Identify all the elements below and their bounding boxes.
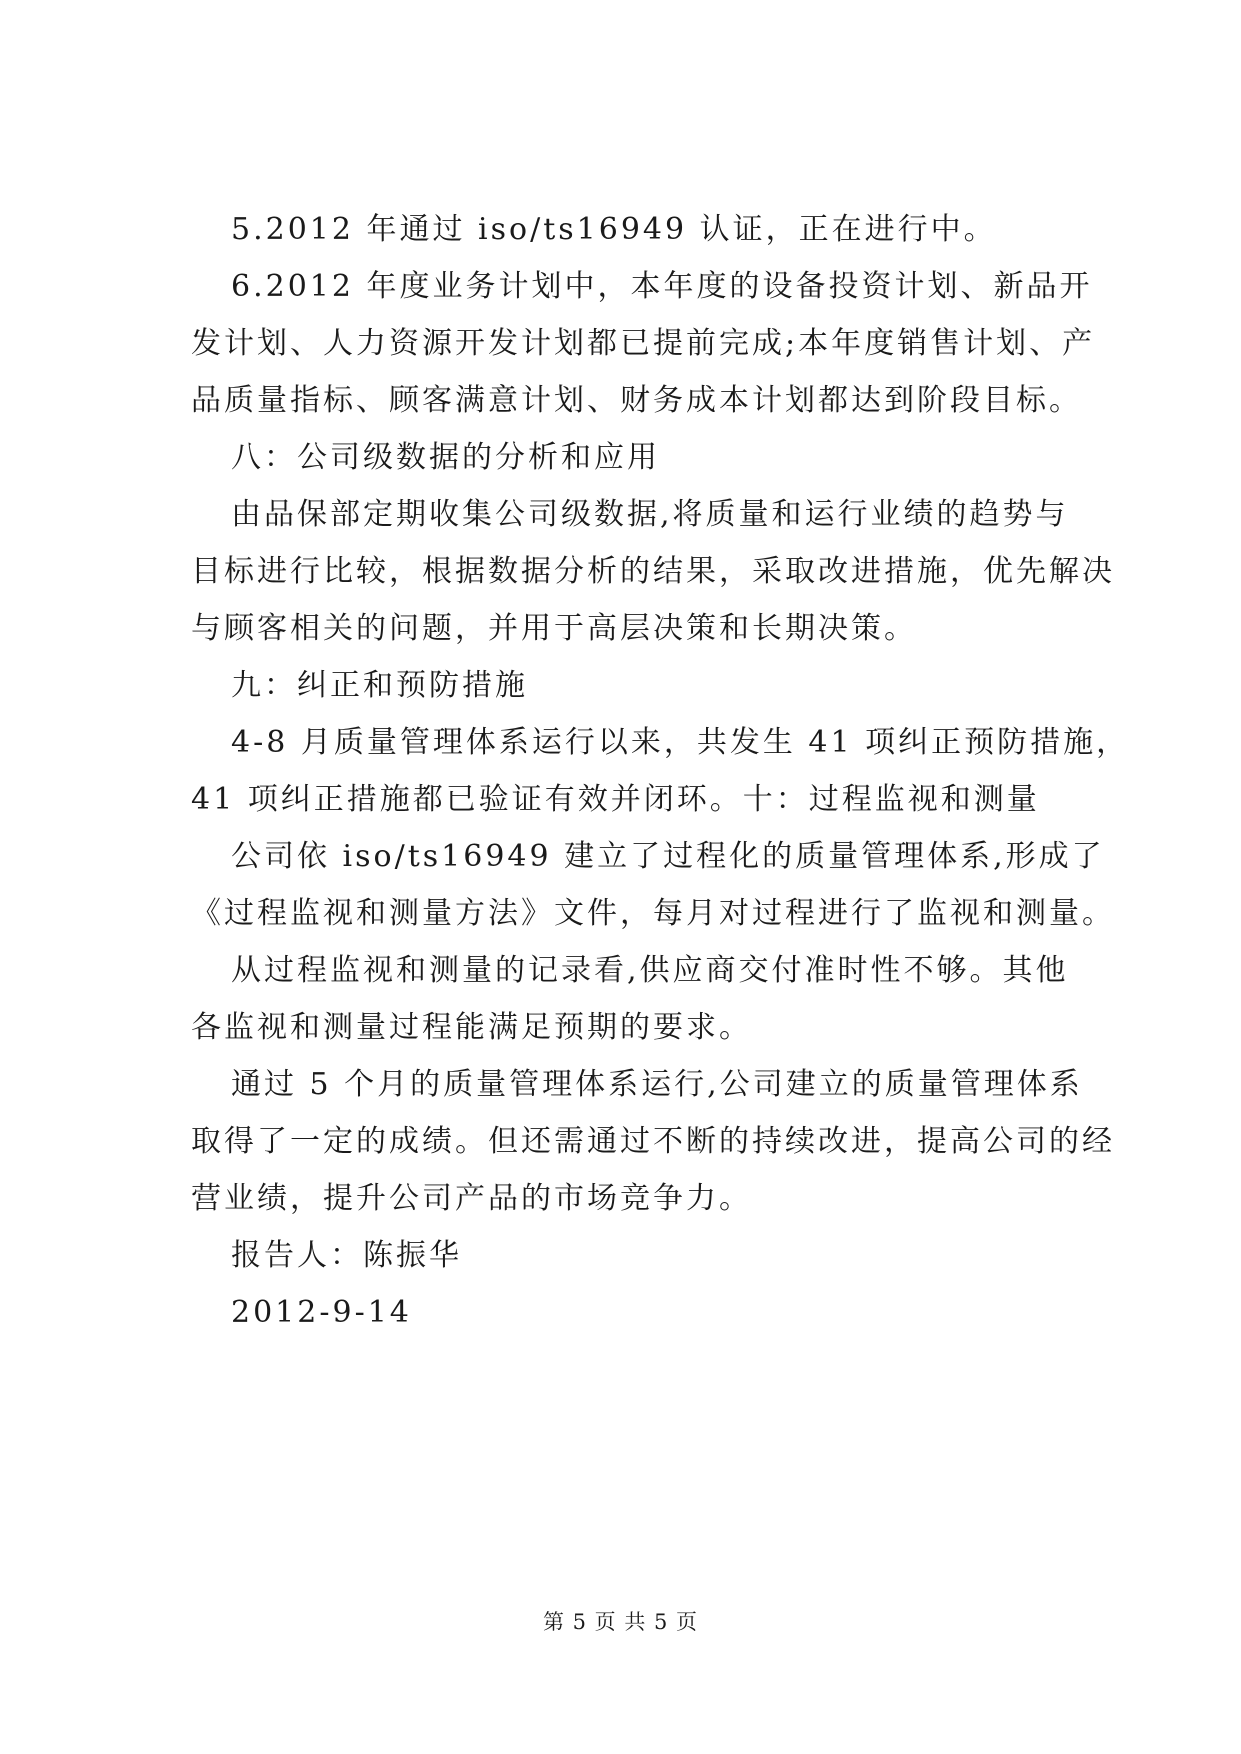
page-number-footer: 第 5 页 共 5 页 — [542, 1610, 699, 1634]
paragraph-item-6-line-3: 品质量指标、顾客满意计划、财务成本计划都达到阶段目标。 — [191, 383, 1082, 418]
section-9-body-line-2: 41 项纠正措施都已验证有效并闭环。十：过程监视和测量 — [191, 782, 1040, 817]
conclusion-line-1: 通过 5 个月的质量管理体系运行,公司建立的质量管理体系 — [231, 1067, 1083, 1102]
paragraph-item-6-line-2: 发计划、人力资源开发计划都已提前完成;本年度销售计划、产 — [191, 326, 1096, 361]
report-date: 2012-9-14 — [231, 1295, 412, 1330]
section-heading-8: 八：公司级数据的分析和应用 — [231, 440, 660, 475]
section-8-body-line-1: 由品保部定期收集公司级数据,将质量和运行业绩的趋势与 — [231, 497, 1069, 532]
conclusion-line-3: 营业绩，提升公司产品的市场竞争力。 — [191, 1181, 752, 1216]
section-10-para2-line-2: 各监视和测量过程能满足预期的要求。 — [191, 1010, 752, 1045]
section-8-body-line-2: 目标进行比较，根据数据分析的结果，采取改进措施，优先解决 — [191, 554, 1115, 589]
section-10-para2-line-1: 从过程监视和测量的记录看,供应商交付准时性不够。其他 — [231, 953, 1069, 988]
section-10-body-line-2: 《过程监视和测量方法》文件，每月对过程进行了监视和测量。 — [191, 896, 1115, 931]
section-heading-9: 九：纠正和预防措施 — [231, 668, 528, 703]
paragraph-item-6-line-1: 6.2012 年度业务计划中，本年度的设备投资计划、新品开 — [231, 269, 1093, 304]
section-9-body-line-1: 4-8 月质量管理体系运行以来，共发生 41 项纠正预防措施， — [231, 725, 1130, 760]
section-10-body-line-1: 公司依 iso/ts16949 建立了过程化的质量管理体系,形成了 — [231, 839, 1105, 874]
reporter-signature: 报告人：陈振华 — [231, 1238, 462, 1273]
paragraph-item-5: 5.2012 年通过 iso/ts16949 认证，正在进行中。 — [231, 212, 997, 247]
section-8-body-line-3: 与顾客相关的问题，并用于高层决策和长期决策。 — [191, 611, 917, 646]
conclusion-line-2: 取得了一定的成绩。但还需通过不断的持续改进，提高公司的经 — [191, 1124, 1115, 1159]
